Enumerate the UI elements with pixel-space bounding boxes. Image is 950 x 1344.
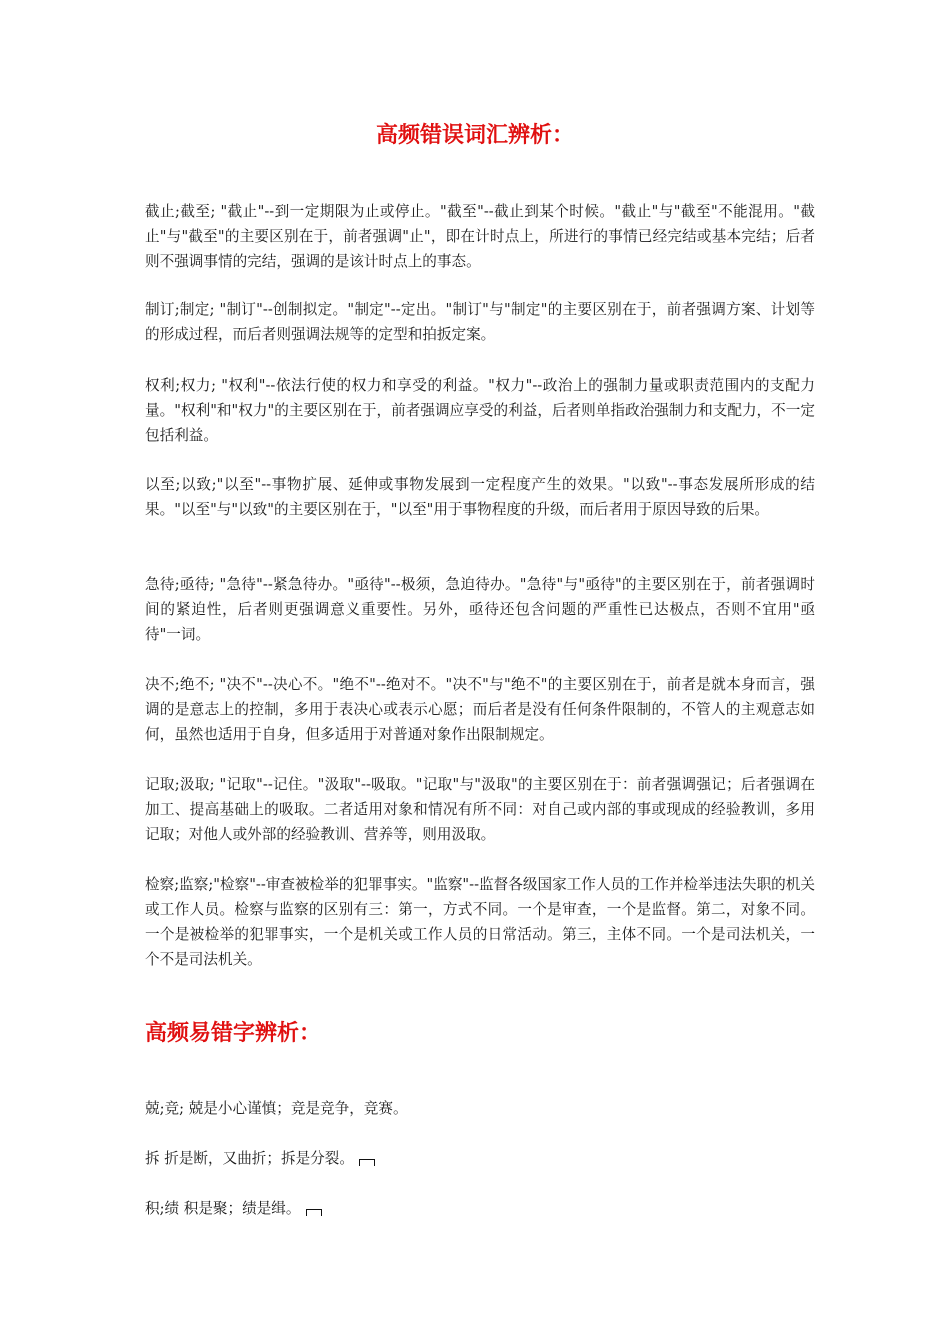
paragraph-jueBu: 决不;绝不; "决不"--决心不。"绝不"--绝对不。"决不"与"绝不"的主要区别在于，前者是就本身而言，强调的是意志上的控制，多用于表决心或表示心愿；而后者是没有任何条件限制的，不管人的主观意志如何，虽然也适用于自身，但多适用于对普通对象作出限制规定。 — [145, 676, 815, 743]
bracket-mark-icon — [359, 1159, 375, 1166]
paragraph-jiqu: 记取;汲取; "记取"--记住。"汲取"--吸取。"记取"与"汲取"的主要区别在于：前者强调强记；后者强调在加工、提高基础上的吸取。二者适用对象和情况有所不同：对自己或内部的事或现成的经验教训，多用记取；对他人或外部的经验教训、营养等，则用汲取。 — [145, 776, 815, 843]
paragraph-quanli: 权利;权力; "权利"--依法行使的权力和享受的利益。"权力"--政治上的强制力量或职责范围内的支配力量。"权利"和"权力"的主要区别在于，前者强调应享受的利益，后者则单指政治强制力和支配力，不一定包括利益。 — [145, 377, 815, 444]
section-title-characters: 高频易错字辨析： — [145, 1021, 322, 1046]
char-line-ji — [145, 1196, 322, 1221]
paragraph-zhiding: 制订;制定; "制订"--创制拟定。"制定"--定出。"制订"与"制定"的主要区别在于，前者强调方案、计划等的形成过程，而后者则强调法规等的定型和拍扳定案。 — [145, 301, 815, 343]
paragraph-jidai: 急待;亟待; "急待"--紧急待办。"亟待"--极须，急迫待办。"急待"与"亟待"的主要区别在于，前者强调时间的紧迫性，后者则更强调意义重要性。另外，亟待还包含问题的严重性已达极点，否则不宜用"亟待"一词。 — [145, 576, 815, 643]
bracket-mark-icon — [306, 1209, 322, 1216]
paragraph-yizhi: 以至;以致;"以至"--事物扩展、延伸或事物发展到一定程度产生的效果。"以致"--事态发展所形成的结果。"以至"与"以致"的主要区别在于，"以至"用于事物程度的升级，而后者用于原因导致的后果。 — [145, 476, 815, 518]
paragraph-jiezhi: 截止;截至; "截止"--到一定期限为止或停止。"截至"--截止到某个时候。"截止"与"截至"不能混用。"截止"与"截至"的主要区别在于，前者强调"止"，即在计时点上，所进行的事情已经完结或基本完结；后者则不强调事情的完结，强调的是该计时点上的事态。 — [145, 203, 815, 270]
char-line-text: 兢;竞; 兢是小心谨慎；竞是竞争，竞赛。 — [145, 1100, 408, 1117]
section-title-vocabulary: 高频错误词汇辨析： — [375, 123, 574, 148]
char-line-chai — [145, 1146, 375, 1171]
char-line-text: 积;绩 积是聚；绩是缉。 — [145, 1200, 301, 1217]
paragraph-jiancha: 检察;监察;"检察"--审查被检举的犯罪事实。"监察"--监督各级国家工作人员的工作并检举违法失职的机关或工作人员。检察与监察的区别有三：第一，方式不同。一个是审查，一个是监督。第二，对象不同。一个是被检举的犯罪事实，一个是机关或工作人员的日常活动。第三，主体不同。一个是司法机关，一个不是司法机关。 — [145, 876, 815, 968]
char-line-jing — [145, 1096, 408, 1121]
char-line-text: 拆 折是断，又曲折；拆是分裂。 — [145, 1150, 354, 1167]
